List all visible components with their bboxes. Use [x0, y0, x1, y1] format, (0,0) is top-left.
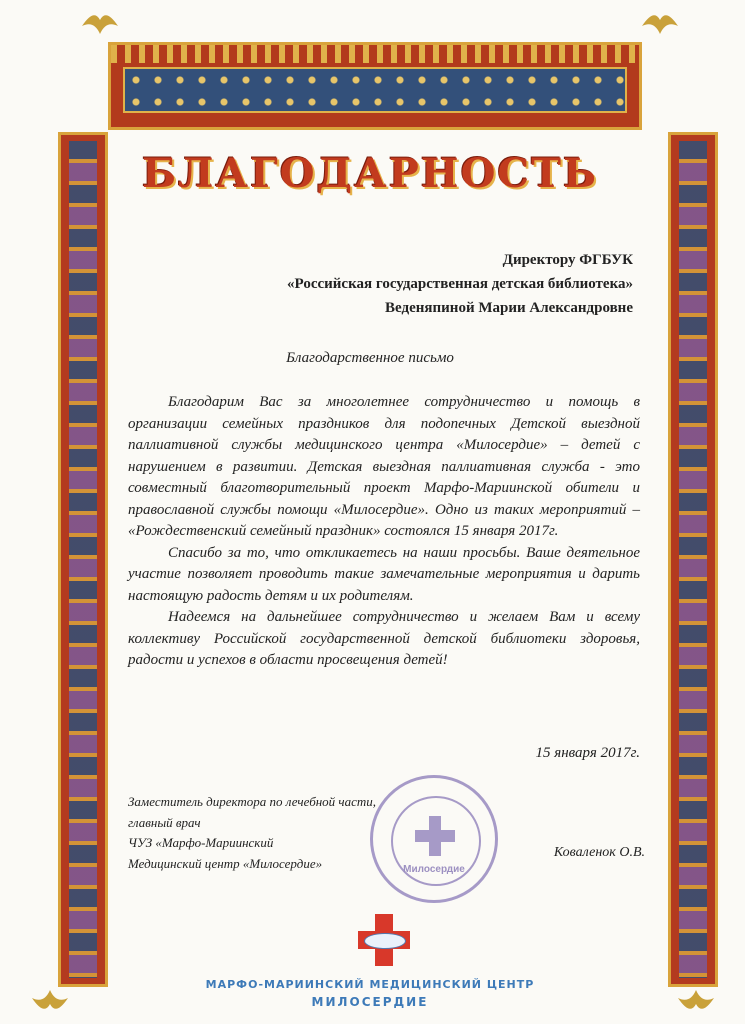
page-title: БЛАГОДАРНОСТЬ — [141, 150, 599, 197]
official-stamp — [370, 775, 498, 903]
footer-org-subtitle: МИЛОСЕРДИЕ — [311, 995, 429, 1009]
ornament-blue-band — [123, 67, 627, 113]
signature-line: Заместитель директора по лечебной части, — [128, 794, 377, 809]
body-paragraph: Надеемся на дальнейшее сотрудничество и желаем Вам и всему коллективу Российской государственной детской библиотеки здоровья, радости и успехов в области просвещения детей! — [128, 609, 640, 668]
stamp-text: Милосердие — [403, 864, 465, 875]
fleur-icon — [30, 988, 70, 1018]
addressee-line: Директору ФГБУК — [502, 252, 633, 268]
addressee-line: «Российская государственная детская библиотека» — [287, 276, 633, 292]
fleur-icon — [676, 988, 716, 1018]
signature-line: ЧУЗ «Марфо-Мариинский — [128, 835, 274, 850]
ornamental-left-border — [58, 132, 108, 987]
vine-ornament — [69, 141, 97, 978]
signer-name: Коваленок О.В. — [553, 845, 645, 860]
ornament-pattern — [111, 45, 639, 63]
letter-subtitle: Благодарственное письмо — [286, 350, 454, 366]
body-paragraph: Спасибо за то, что откликаетесь на наши просьбы. Ваше деятельное участие позволяет проводить такие замечательные мероприятия и дарить настоящую радость детям и их родителям. — [128, 544, 640, 604]
letter-body — [128, 392, 640, 672]
fleur-icon — [640, 6, 680, 36]
fleur-icon — [80, 6, 120, 36]
letter-date: 15 января 2017г. — [535, 745, 640, 761]
medical-cross-logo-icon — [358, 914, 410, 966]
body-paragraph: Благодарим Вас за многолетнее сотрудничество и помощь в организации семейных праздников для подопечных Детской выездной паллиативной службы медицинского центра «Милосердие» – детей с нарушением в развитии. Детская выездная паллиативная служба - это совместный благотворительный проект Марфо-Мариинской обители и православной службы помощи «Милосердие». Одно из таких мероприятий – «Рождественский семейный праздник» состоялся 15 января 2017г. — [128, 394, 640, 539]
addressee-block — [163, 248, 633, 320]
addressee-line: Веденяпиной Марии Александровне — [385, 300, 633, 316]
signature-line: Медицинский центр «Милосердие» — [128, 855, 323, 871]
ornamental-right-border — [668, 132, 718, 987]
signature-line: главный врач — [128, 814, 201, 830]
ornamental-header-band — [108, 42, 642, 130]
signature-block — [128, 792, 376, 874]
stamp-cross-icon — [415, 816, 455, 856]
vine-ornament — [679, 141, 707, 978]
footer-org-name: МАРФО-МАРИИНСКИЙ МЕДИЦИНСКИЙ ЦЕНТР — [205, 978, 535, 991]
